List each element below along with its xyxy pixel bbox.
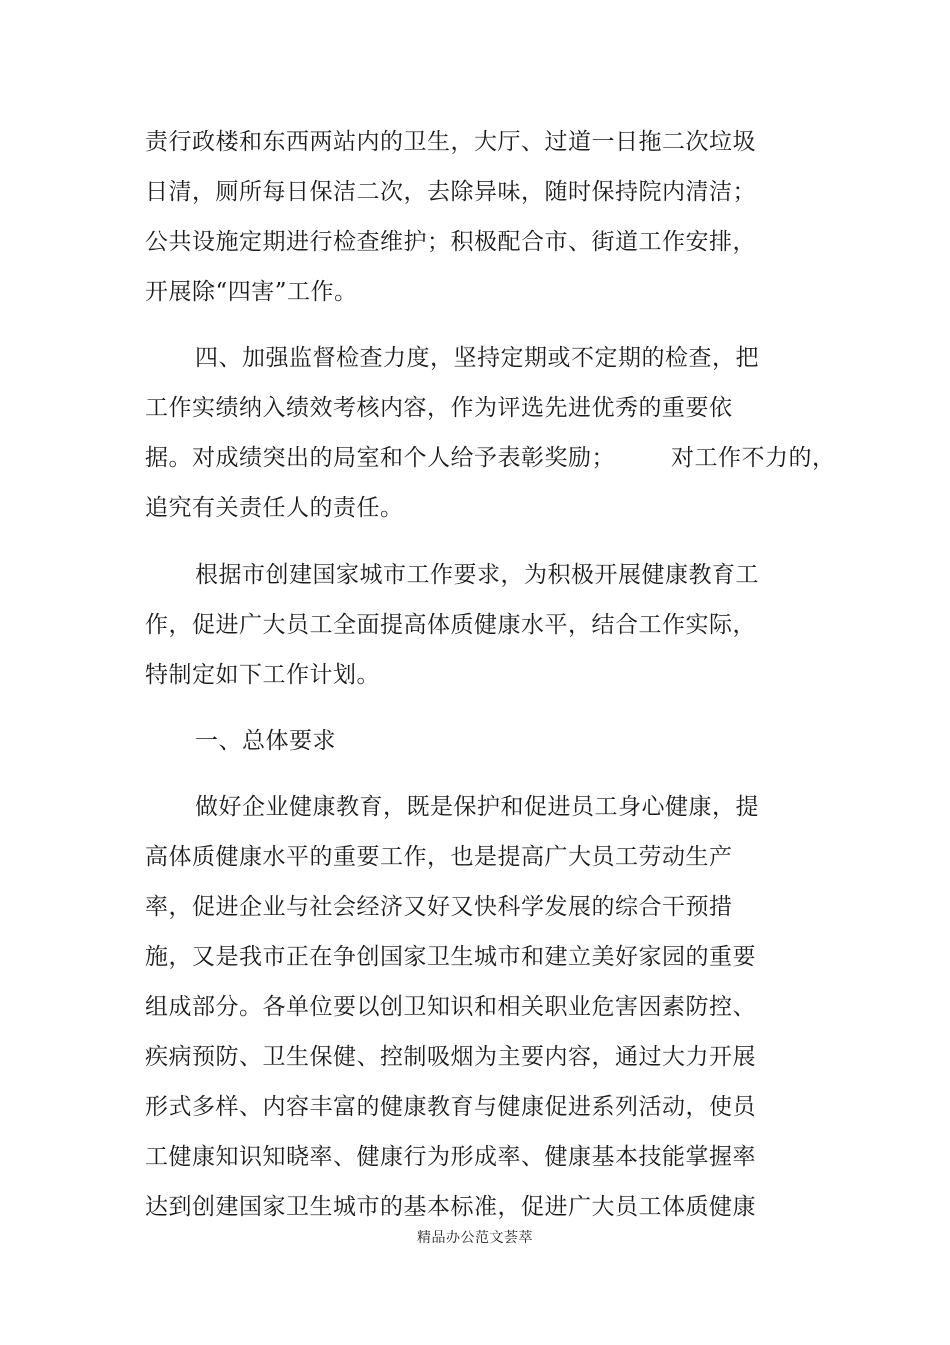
text-line: 形式多样、内容丰富的健康教育与健康促进系列活动，使员 [145, 1094, 756, 1120]
text-line: 疾病预防、卫生保健、控制吸烟为主要内容，通过大力开展 [145, 1044, 756, 1070]
text-line: 日清，厕所每日保洁二次，去除异味，随时保持院内清洁； [145, 179, 756, 205]
section-heading: 一、总体要求 [195, 728, 336, 754]
text-line: 责行政楼和东西两站内的卫生，大厅、过道一日拖二次垃圾 [145, 129, 756, 155]
text-line: 组成部分。各单位要以创卫知识和相关职业危害因素防控、 [145, 994, 756, 1020]
text-line: 率，促进企业与社会经济又好又快科学发展的综合干预措 [145, 894, 733, 920]
text-line: 做好企业健康教育，既是保护和促进员工身心健康，提 [195, 794, 759, 820]
text-line: 根据市创建国家城市工作要求，为积极开展健康教育工 [195, 562, 759, 588]
text-line [145, 443, 836, 473]
text-line: 特制定如下工作计划。 [145, 662, 380, 688]
text-line: 工作实绩纳入绩效考核内容，作为评选先进优秀的重要依 [145, 395, 733, 421]
text-segment: 据。对成绩突出的局室和个人给予表彰奖励； [145, 445, 615, 471]
text-line: 达到创建国家卫生城市的基本标准，促进广大员工体质健康 [145, 1194, 756, 1220]
text-line: 高体质健康水平的重要工作，也是提高广大员工劳动生产 [145, 844, 733, 870]
text-line: 开展除“四害”工作。 [145, 279, 358, 305]
text-line: 四、加强监督检查力度，坚持定期或不定期的检查，把 [195, 345, 759, 371]
text-segment: 对工作不力的， [671, 445, 836, 471]
page-footer: 精品办公范文荟萃 [417, 1230, 533, 1246]
text-line: 追究有关责任人的责任。 [145, 495, 404, 521]
text-line: 工健康知识知晓率、健康行为形成率、健康基本技能掌握率 [145, 1144, 756, 1170]
text-line: 施，又是我市正在争创国家卫生城市和建立美好家园的重要 [145, 944, 756, 970]
text-line: 公共设施定期进行检查维护；积极配合市、街道工作安排， [145, 229, 756, 255]
text-line: 作，促进广大员工全面提高体质健康水平，结合工作实际， [145, 612, 756, 638]
